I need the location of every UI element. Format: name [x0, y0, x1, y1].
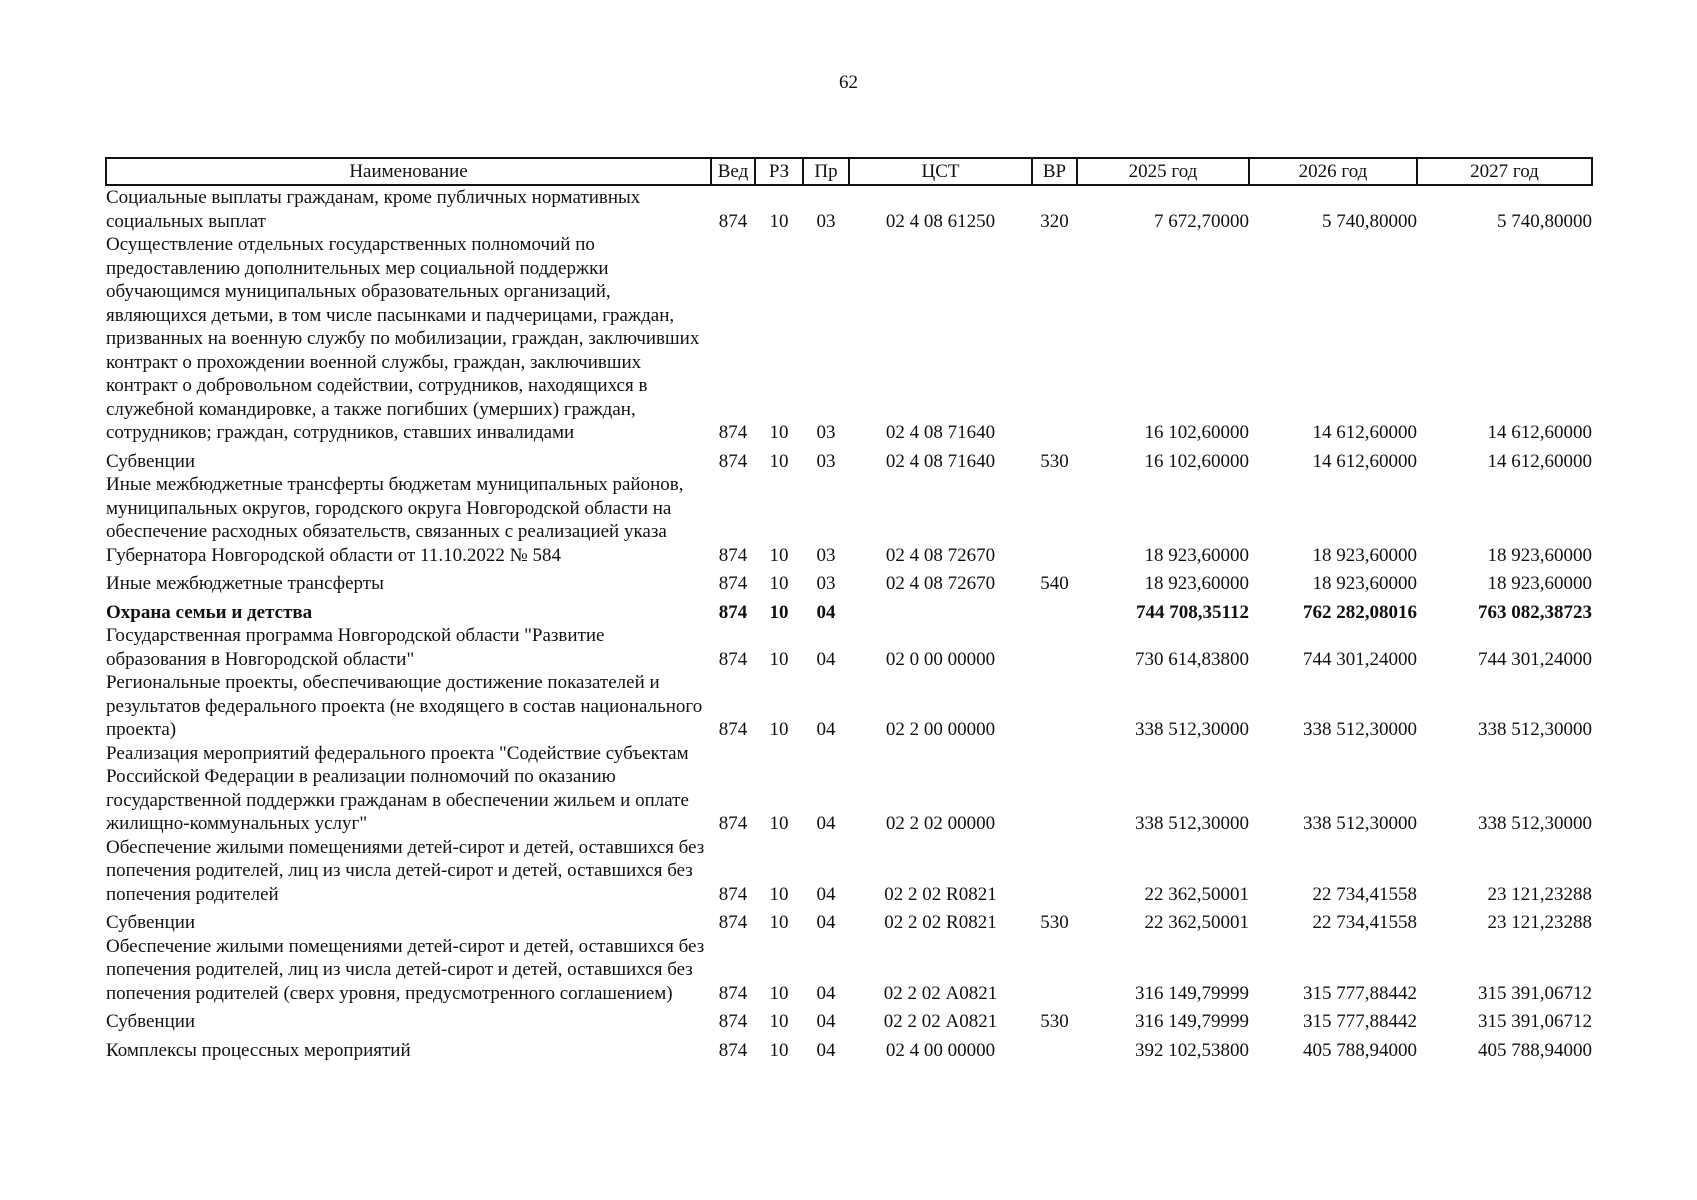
row-2027: 315 391,06712	[1478, 1011, 1592, 1032]
table-row	[106, 445, 1592, 474]
row-rz: 10	[769, 648, 789, 670]
row-ved: 874	[718, 719, 748, 740]
row-2026: 5 740,80000	[1322, 210, 1417, 232]
row-rz: 10	[769, 982, 789, 1004]
row-2026: 405 788,94000	[1303, 1039, 1417, 1061]
row-2027: 18 923,60000	[1487, 573, 1592, 594]
row-ved: 874	[718, 422, 748, 443]
row-2026: 22 734,41558	[1312, 883, 1417, 905]
row-vr: 320	[1040, 210, 1069, 232]
row-2027: 23 121,23288	[1487, 883, 1592, 905]
table-row	[106, 1034, 1592, 1063]
row-ved: 874	[718, 544, 748, 566]
header-rz: РЗ	[755, 158, 803, 185]
row-2027: 763 082,38723	[1478, 601, 1592, 623]
row-cst: 02 4 08 72670	[885, 544, 996, 566]
row-name: Социальные выплаты гражданам, кроме публичных нормативных социальных выплат	[106, 187, 641, 232]
row-cst: 02 2 02 А0821	[883, 1011, 998, 1032]
row-vr	[1032, 836, 1077, 907]
row-name: Обеспечение жилыми помещениями детей-сирот и детей, оставшихся без попечения родителей, лиц из числа детей-сирот и детей, оставшихся без попечения родителей (сверх уровня, предусмотренного соглашением)	[106, 935, 705, 1004]
row-name: Осуществление отдельных государственных полномочий по предоставлению дополнительных мер социальной поддержки обучающимся муниципальных образовательных организаций, являющихся детьми, в том числе пасынками и падчерицами, граждан, призванных на военную службу по мобилизации, граждан, заключивших контракт о прохождении военной службы, граждан, заключивших контракт о добровольном содействии, сотрудников, находящихся в служебной командировке, а также погибших (умерших) граждан, сотрудников; граждан, сотрудников, ставших инвалидами	[106, 234, 700, 443]
row-cst: 02 4 00 00000	[885, 1039, 996, 1061]
row-2027: 23 121,23288	[1487, 912, 1592, 933]
row-cst: 02 2 02 R0821	[884, 883, 997, 905]
row-2026: 338 512,30000	[1303, 719, 1417, 740]
row-2025: 22 362,50001	[1144, 883, 1249, 905]
row-vr	[1032, 935, 1077, 1006]
row-name: Обеспечение жилыми помещениями детей-сирот и детей, оставшихся без попечения родителей, лиц из числа детей-сирот и детей, оставшихся без попечения родителей	[106, 836, 705, 905]
row-ved: 874	[718, 883, 748, 905]
row-2025: 316 149,79999	[1135, 1011, 1249, 1032]
row-pr: 04	[816, 883, 836, 905]
table-header	[106, 158, 1592, 185]
row-ved: 874	[718, 573, 748, 594]
row-pr: 03	[816, 422, 836, 443]
row-pr: 04	[816, 813, 836, 834]
row-ved: 874	[718, 210, 748, 232]
row-cst: 02 4 08 71640	[885, 450, 996, 472]
row-cst: 02 2 02 R0821	[884, 912, 997, 933]
row-2026: 315 777,88442	[1303, 982, 1417, 1004]
row-2027: 405 788,94000	[1478, 1039, 1592, 1061]
row-vr	[1032, 233, 1077, 445]
row-2026: 22 734,41558	[1312, 912, 1417, 933]
row-2025: 730 614,83800	[1135, 648, 1249, 670]
row-rz: 10	[769, 573, 789, 594]
row-pr: 03	[816, 573, 836, 594]
row-rz: 10	[769, 1011, 789, 1032]
row-pr: 04	[816, 1039, 836, 1061]
row-rz: 10	[769, 883, 789, 905]
row-name: Субвенции	[106, 450, 196, 472]
row-vr	[1032, 624, 1077, 671]
row-2025: 18 923,60000	[1144, 573, 1249, 594]
row-name: Иные межбюджетные трансферты бюджетам муниципальных районов, муниципальных округов, городского округа Новгородской области на обеспечение расходных обязательств, связанных с реализацией указа Губернатора Новгородской области от 11.10.2022 № 584	[106, 474, 684, 566]
row-pr: 04	[816, 912, 836, 933]
row-2025: 16 102,60000	[1144, 450, 1249, 472]
row-2027: 338 512,30000	[1478, 719, 1592, 740]
row-2027: 18 923,60000	[1487, 544, 1592, 566]
budget-table	[105, 157, 1593, 1062]
row-vr	[1032, 742, 1077, 836]
row-2025: 338 512,30000	[1135, 719, 1249, 740]
row-cst: 02 4 08 72670	[885, 573, 996, 594]
row-rz: 10	[769, 912, 789, 933]
row-rz: 10	[769, 1039, 789, 1061]
row-pr: 04	[816, 648, 836, 670]
row-cst	[849, 596, 1032, 625]
row-name: Реализация мероприятий федерального проекта "Содействие субъектам Российской Федерации в реализации полномочий по оказанию государственной поддержки гражданам в обеспечении жильем и оплате жилищно-коммунальных услуг"	[106, 742, 689, 834]
row-cst: 02 4 08 61250	[885, 210, 996, 232]
row-2026: 14 612,60000	[1312, 450, 1417, 472]
row-rz: 10	[769, 422, 789, 443]
table-row	[106, 185, 1592, 233]
row-cst: 02 2 00 00000	[885, 719, 996, 740]
table-row	[106, 742, 1592, 836]
table-row	[106, 233, 1592, 445]
row-name: Государственная программа Новгородской области "Развитие образования в Новгородской области"	[106, 625, 605, 670]
table-row	[106, 836, 1592, 907]
row-2027: 14 612,60000	[1487, 450, 1592, 472]
table-body	[106, 185, 1592, 1062]
row-pr: 04	[816, 982, 836, 1004]
row-ved: 874	[718, 912, 748, 933]
row-2027: 744 301,24000	[1478, 648, 1592, 670]
table-row	[106, 596, 1592, 625]
row-vr	[1032, 671, 1077, 742]
row-ved: 874	[718, 450, 748, 472]
row-pr: 03	[816, 210, 836, 232]
row-name: Субвенции	[106, 1011, 196, 1032]
header-name: Наименование	[106, 158, 711, 185]
row-vr: 530	[1040, 1011, 1069, 1032]
header-pr: Пр	[803, 158, 849, 185]
row-2026: 762 282,08016	[1303, 601, 1417, 623]
row-2025: 7 672,70000	[1154, 210, 1249, 232]
row-rz: 10	[769, 210, 789, 232]
header-2025: 2025 год	[1077, 158, 1249, 185]
row-cst: 02 0 00 00000	[885, 648, 996, 670]
row-rz: 10	[769, 813, 789, 834]
row-ved: 874	[718, 813, 748, 834]
row-pr: 04	[816, 601, 836, 623]
row-ved: 874	[718, 1011, 748, 1032]
row-cst: 02 2 02 00000	[885, 813, 996, 834]
row-name: Комплексы процессных мероприятий	[106, 1039, 411, 1061]
row-2025: 22 362,50001	[1144, 912, 1249, 933]
table-row	[106, 473, 1592, 567]
page-number: 62	[839, 72, 858, 93]
row-ved: 874	[718, 982, 748, 1004]
row-2025: 18 923,60000	[1144, 544, 1249, 566]
row-2025: 16 102,60000	[1144, 422, 1249, 443]
row-pr: 03	[816, 544, 836, 566]
row-rz: 10	[769, 544, 789, 566]
table-row	[106, 671, 1592, 742]
row-cst: 02 4 08 71640	[885, 422, 996, 443]
row-2025: 316 149,79999	[1135, 982, 1249, 1004]
row-2026: 338 512,30000	[1303, 813, 1417, 834]
row-2025: 338 512,30000	[1135, 813, 1249, 834]
table-row	[106, 1005, 1592, 1034]
row-cst: 02 2 02 А0821	[883, 982, 998, 1004]
row-2026: 14 612,60000	[1312, 422, 1417, 443]
header-vr: ВР	[1032, 158, 1077, 185]
row-vr	[1032, 596, 1077, 625]
row-pr: 03	[816, 450, 836, 472]
row-2025: 392 102,53800	[1135, 1039, 1249, 1061]
row-rz: 10	[769, 450, 789, 472]
header-cst: ЦСТ	[849, 158, 1032, 185]
row-name: Охрана семьи и детства	[106, 601, 313, 623]
row-2027: 338 512,30000	[1478, 813, 1592, 834]
row-2026: 315 777,88442	[1303, 1011, 1417, 1032]
row-pr: 04	[816, 1011, 836, 1032]
table-row	[106, 906, 1592, 935]
header-2026: 2026 год	[1249, 158, 1417, 185]
row-vr	[1032, 473, 1077, 567]
row-ved: 874	[718, 601, 748, 623]
row-rz: 10	[769, 719, 789, 740]
row-vr: 530	[1040, 912, 1069, 933]
row-2027: 5 740,80000	[1497, 210, 1592, 232]
table-row	[106, 624, 1592, 671]
row-2027: 14 612,60000	[1487, 422, 1592, 443]
row-ved: 874	[718, 648, 748, 670]
row-2026: 18 923,60000	[1312, 573, 1417, 594]
table-row	[106, 567, 1592, 596]
table-row	[106, 935, 1592, 1006]
row-name: Субвенции	[106, 912, 196, 933]
row-vr	[1032, 1034, 1077, 1063]
header-2027: 2027 год	[1417, 158, 1592, 185]
row-name: Региональные проекты, обеспечивающие достижение показателей и результатов федерального проекта (не входящего в состав национального проекта)	[106, 672, 703, 740]
row-2027: 315 391,06712	[1478, 982, 1592, 1004]
row-2026: 18 923,60000	[1312, 544, 1417, 566]
row-pr: 04	[816, 719, 836, 740]
row-vr: 540	[1040, 573, 1069, 594]
row-2026: 744 301,24000	[1303, 648, 1417, 670]
header-ved: Вед	[711, 158, 755, 185]
row-ved: 874	[718, 1039, 748, 1061]
row-2025: 744 708,35112	[1136, 601, 1249, 623]
row-name: Иные межбюджетные трансферты	[106, 573, 384, 594]
row-vr: 530	[1040, 450, 1069, 472]
header-row	[106, 158, 1592, 185]
row-rz: 10	[769, 601, 789, 623]
